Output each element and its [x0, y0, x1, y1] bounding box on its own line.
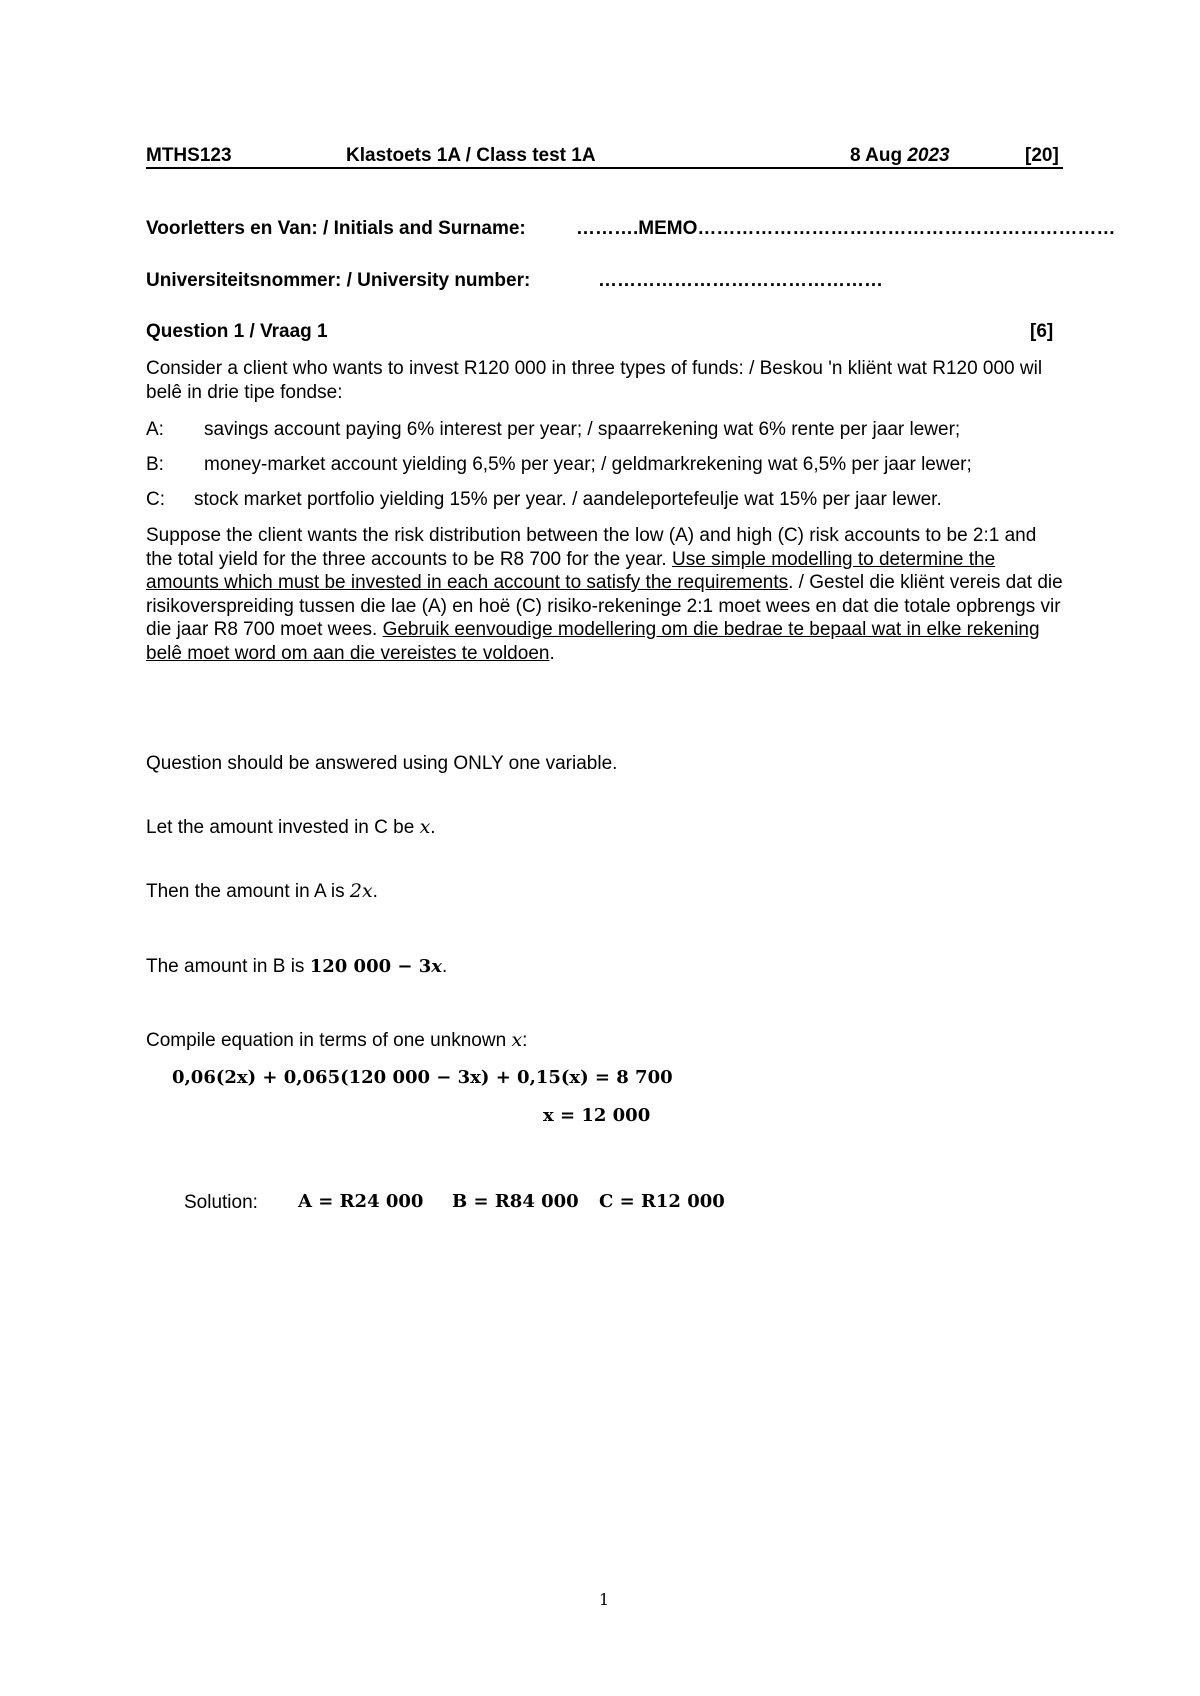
body-instruction-en: Use simple modelling to determine the amounts which must be invested in each account to satisfy the requirements	[146, 548, 996, 593]
solution-a: A = R24 000	[298, 1191, 424, 1212]
memo-b	[146, 955, 447, 979]
total-marks: [20]	[1025, 145, 1059, 166]
body-text-3: .	[549, 642, 555, 664]
memo-then-end: .	[372, 881, 378, 902]
date-prefix: 8 Aug	[850, 145, 903, 166]
memo-compile-var: x	[511, 1029, 523, 1051]
memo-let	[146, 816, 436, 840]
memo-b-end: .	[442, 956, 448, 977]
memo-then-expr: 2x	[349, 880, 373, 902]
question-title: Question 1 / Vraag 1	[146, 321, 328, 342]
memo-compile-text: Compile equation in terms of one unknown	[146, 1030, 512, 1051]
memo-result: x = 12 000	[543, 1105, 651, 1126]
solution-c: C = R12 000	[599, 1191, 725, 1212]
number-label: Universiteitsnommer: / University number:	[146, 270, 531, 291]
body-text-2: . / Gestel die kliënt vereis dat die risikoverspreiding tussen die lae (A) en hoë (C) risiko-rekeninge 2:1 moet wees en dat die totale opbrengs vir die jaar R8 700 moet wees.	[146, 572, 1063, 640]
memo-let-end: .	[430, 817, 436, 838]
option-b-text: money-market account yielding 6,5% per year; / geldmarkrekening wat 6,5% per jaar lewer;	[204, 454, 972, 475]
name-label: Voorletters en Van: / Initials and Surname:	[146, 218, 526, 239]
body-text-1: Suppose the client wants the risk distribution between the low (A) and high (C) risk accounts to be 2:1 and the total yield for the three accounts to be R8 700 for the year.	[146, 525, 1037, 570]
question-intro: Consider a client who wants to invest R120 000 in three types of funds: / Beskou 'n kliënt wat R120 000 wil belê in drie tipe fondse:	[146, 358, 1043, 403]
solution-b: B = R84 000	[452, 1191, 579, 1212]
option-a-text: savings account paying 6% interest per year; / spaarrekening wat 6% rente per jaar lewer;	[204, 419, 961, 440]
memo-let-var: x	[419, 816, 431, 838]
number-value: ………………………………………	[598, 270, 883, 291]
test-date	[850, 145, 950, 167]
memo-b-expr: 120 000 − 3	[309, 956, 432, 977]
option-c-letter: C:	[146, 489, 165, 510]
date-year: 2023	[907, 145, 950, 166]
memo-equation: 0,06(2x) + 0,065(120 000 − 3x) + 0,15(x) = 8 700	[172, 1067, 673, 1088]
memo-then	[146, 880, 378, 904]
body-instruction-af: Gebruik eenvoudige modellering om die bedrae te bepaal wat in elke rekening belê moet word om aan die vereistes te voldoen	[146, 619, 1040, 664]
question-marks: [6]	[1030, 321, 1054, 342]
name-value: ……….MEMO…………………………………………………………	[576, 218, 1116, 239]
memo-then-text: Then the amount in A is	[146, 881, 350, 902]
option-c-text: stock market portfolio yielding 15% per year. / aandeleportefeulje wat 15% per jaar lewer.	[194, 489, 942, 510]
memo-let-text: Let the amount invested in C be	[146, 817, 420, 838]
page-number: 1	[599, 1590, 610, 1609]
test-title: Klastoets 1A / Class test 1A	[346, 145, 596, 166]
course-code: MTHS123	[146, 145, 232, 166]
memo-b-var: x	[431, 956, 442, 977]
solution-label: Solution:	[184, 1192, 258, 1213]
option-a-letter: A:	[146, 419, 164, 440]
header-underline	[146, 167, 1063, 169]
memo-note: Question should be answered using ONLY one variable.	[146, 753, 618, 774]
memo-b-text: The amount in B is	[146, 956, 310, 977]
question-body	[146, 524, 1064, 665]
option-b-letter: B:	[146, 454, 164, 475]
memo-compile	[146, 1029, 527, 1053]
memo-compile-end: :	[522, 1030, 528, 1051]
